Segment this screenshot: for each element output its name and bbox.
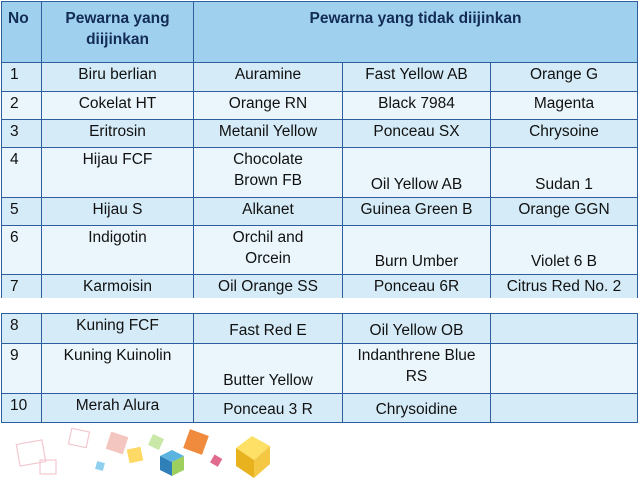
header-allowed: Pewarna yang diijinkan — [42, 2, 194, 63]
header-no: No — [2, 2, 42, 63]
table-row — [2, 394, 638, 423]
banned-dye — [491, 344, 638, 394]
table-row — [2, 344, 638, 394]
allowed-dye: Hijau S — [42, 198, 194, 226]
banned-dye: Citrus Red No. 2 — [491, 275, 638, 304]
dye-table-part-1 — [1, 1, 638, 304]
header-not-allowed: Pewarna yang tidak diijinkan — [194, 2, 638, 63]
banned-dye: Orange G — [491, 63, 638, 92]
banned-dye: Magenta — [491, 92, 638, 120]
banned-dye: Oil Orange SS — [194, 275, 343, 304]
table-row — [2, 198, 638, 226]
table-row — [2, 92, 638, 120]
table-header-row — [2, 2, 638, 63]
banned-dye: Metanil Yellow — [194, 120, 343, 148]
banned-dye: Oil Yellow AB — [343, 148, 491, 198]
dye-table-part-2 — [1, 313, 638, 423]
table-row — [2, 226, 638, 275]
allowed-dye: Cokelat HT — [42, 92, 194, 120]
banned-dye: Fast Red E — [194, 314, 343, 344]
banned-dye: Violet 6 B — [491, 226, 638, 275]
banned-dye: Chocolate Brown FB — [194, 148, 343, 198]
banned-dye: Ponceau SX — [343, 120, 491, 148]
banned-dye: Chrysoidine — [343, 394, 491, 423]
row-no: 9 — [2, 344, 42, 394]
banned-dye: Oil Yellow OB — [343, 314, 491, 344]
table-row — [2, 120, 638, 148]
banned-dye: Fast Yellow AB — [343, 63, 491, 92]
banned-dye: Auramine — [194, 63, 343, 92]
row-no: 5 — [2, 198, 42, 226]
banned-dye: Sudan 1 — [491, 148, 638, 198]
row-no: 1 — [2, 63, 42, 92]
allowed-dye: Biru berlian — [42, 63, 194, 92]
banned-dye: Orange RN — [194, 92, 343, 120]
banned-dye — [491, 314, 638, 344]
banned-dye: Black 7984 — [343, 92, 491, 120]
banned-dye: Burn Umber — [343, 226, 491, 275]
table-row — [2, 63, 638, 92]
row-no: 7 — [2, 275, 42, 304]
row-no: 10 — [2, 394, 42, 423]
decorative-cubes-graphic — [0, 426, 638, 479]
row-no: 2 — [2, 92, 42, 120]
allowed-dye: Kuning FCF — [42, 314, 194, 344]
row-no: 4 — [2, 148, 42, 198]
table-row — [2, 148, 638, 198]
banned-dye: Ponceau 6R — [343, 275, 491, 304]
allowed-dye: Indigotin — [42, 226, 194, 275]
row-no: 8 — [2, 314, 42, 344]
banned-dye: Ponceau 3 R — [194, 394, 343, 423]
banned-dye — [491, 394, 638, 423]
banned-dye: Chrysoine — [491, 120, 638, 148]
banned-dye: Guinea Green B — [343, 198, 491, 226]
banned-dye: Indanthrene Blue RS — [343, 344, 491, 394]
table-row — [2, 314, 638, 344]
allowed-dye: Hijau FCF — [42, 148, 194, 198]
allowed-dye: Kuning Kuinolin — [42, 344, 194, 394]
allowed-dye: Eritrosin — [42, 120, 194, 148]
banned-dye: Butter Yellow — [194, 344, 343, 394]
allowed-dye: Merah Alura — [42, 394, 194, 423]
table-gap — [0, 298, 638, 312]
allowed-dye: Karmoisin — [42, 275, 194, 304]
banned-dye: Alkanet — [194, 198, 343, 226]
row-no: 3 — [2, 120, 42, 148]
banned-dye: Orange GGN — [491, 198, 638, 226]
banned-dye: Orchil and Orcein — [194, 226, 343, 275]
row-no: 6 — [2, 226, 42, 275]
